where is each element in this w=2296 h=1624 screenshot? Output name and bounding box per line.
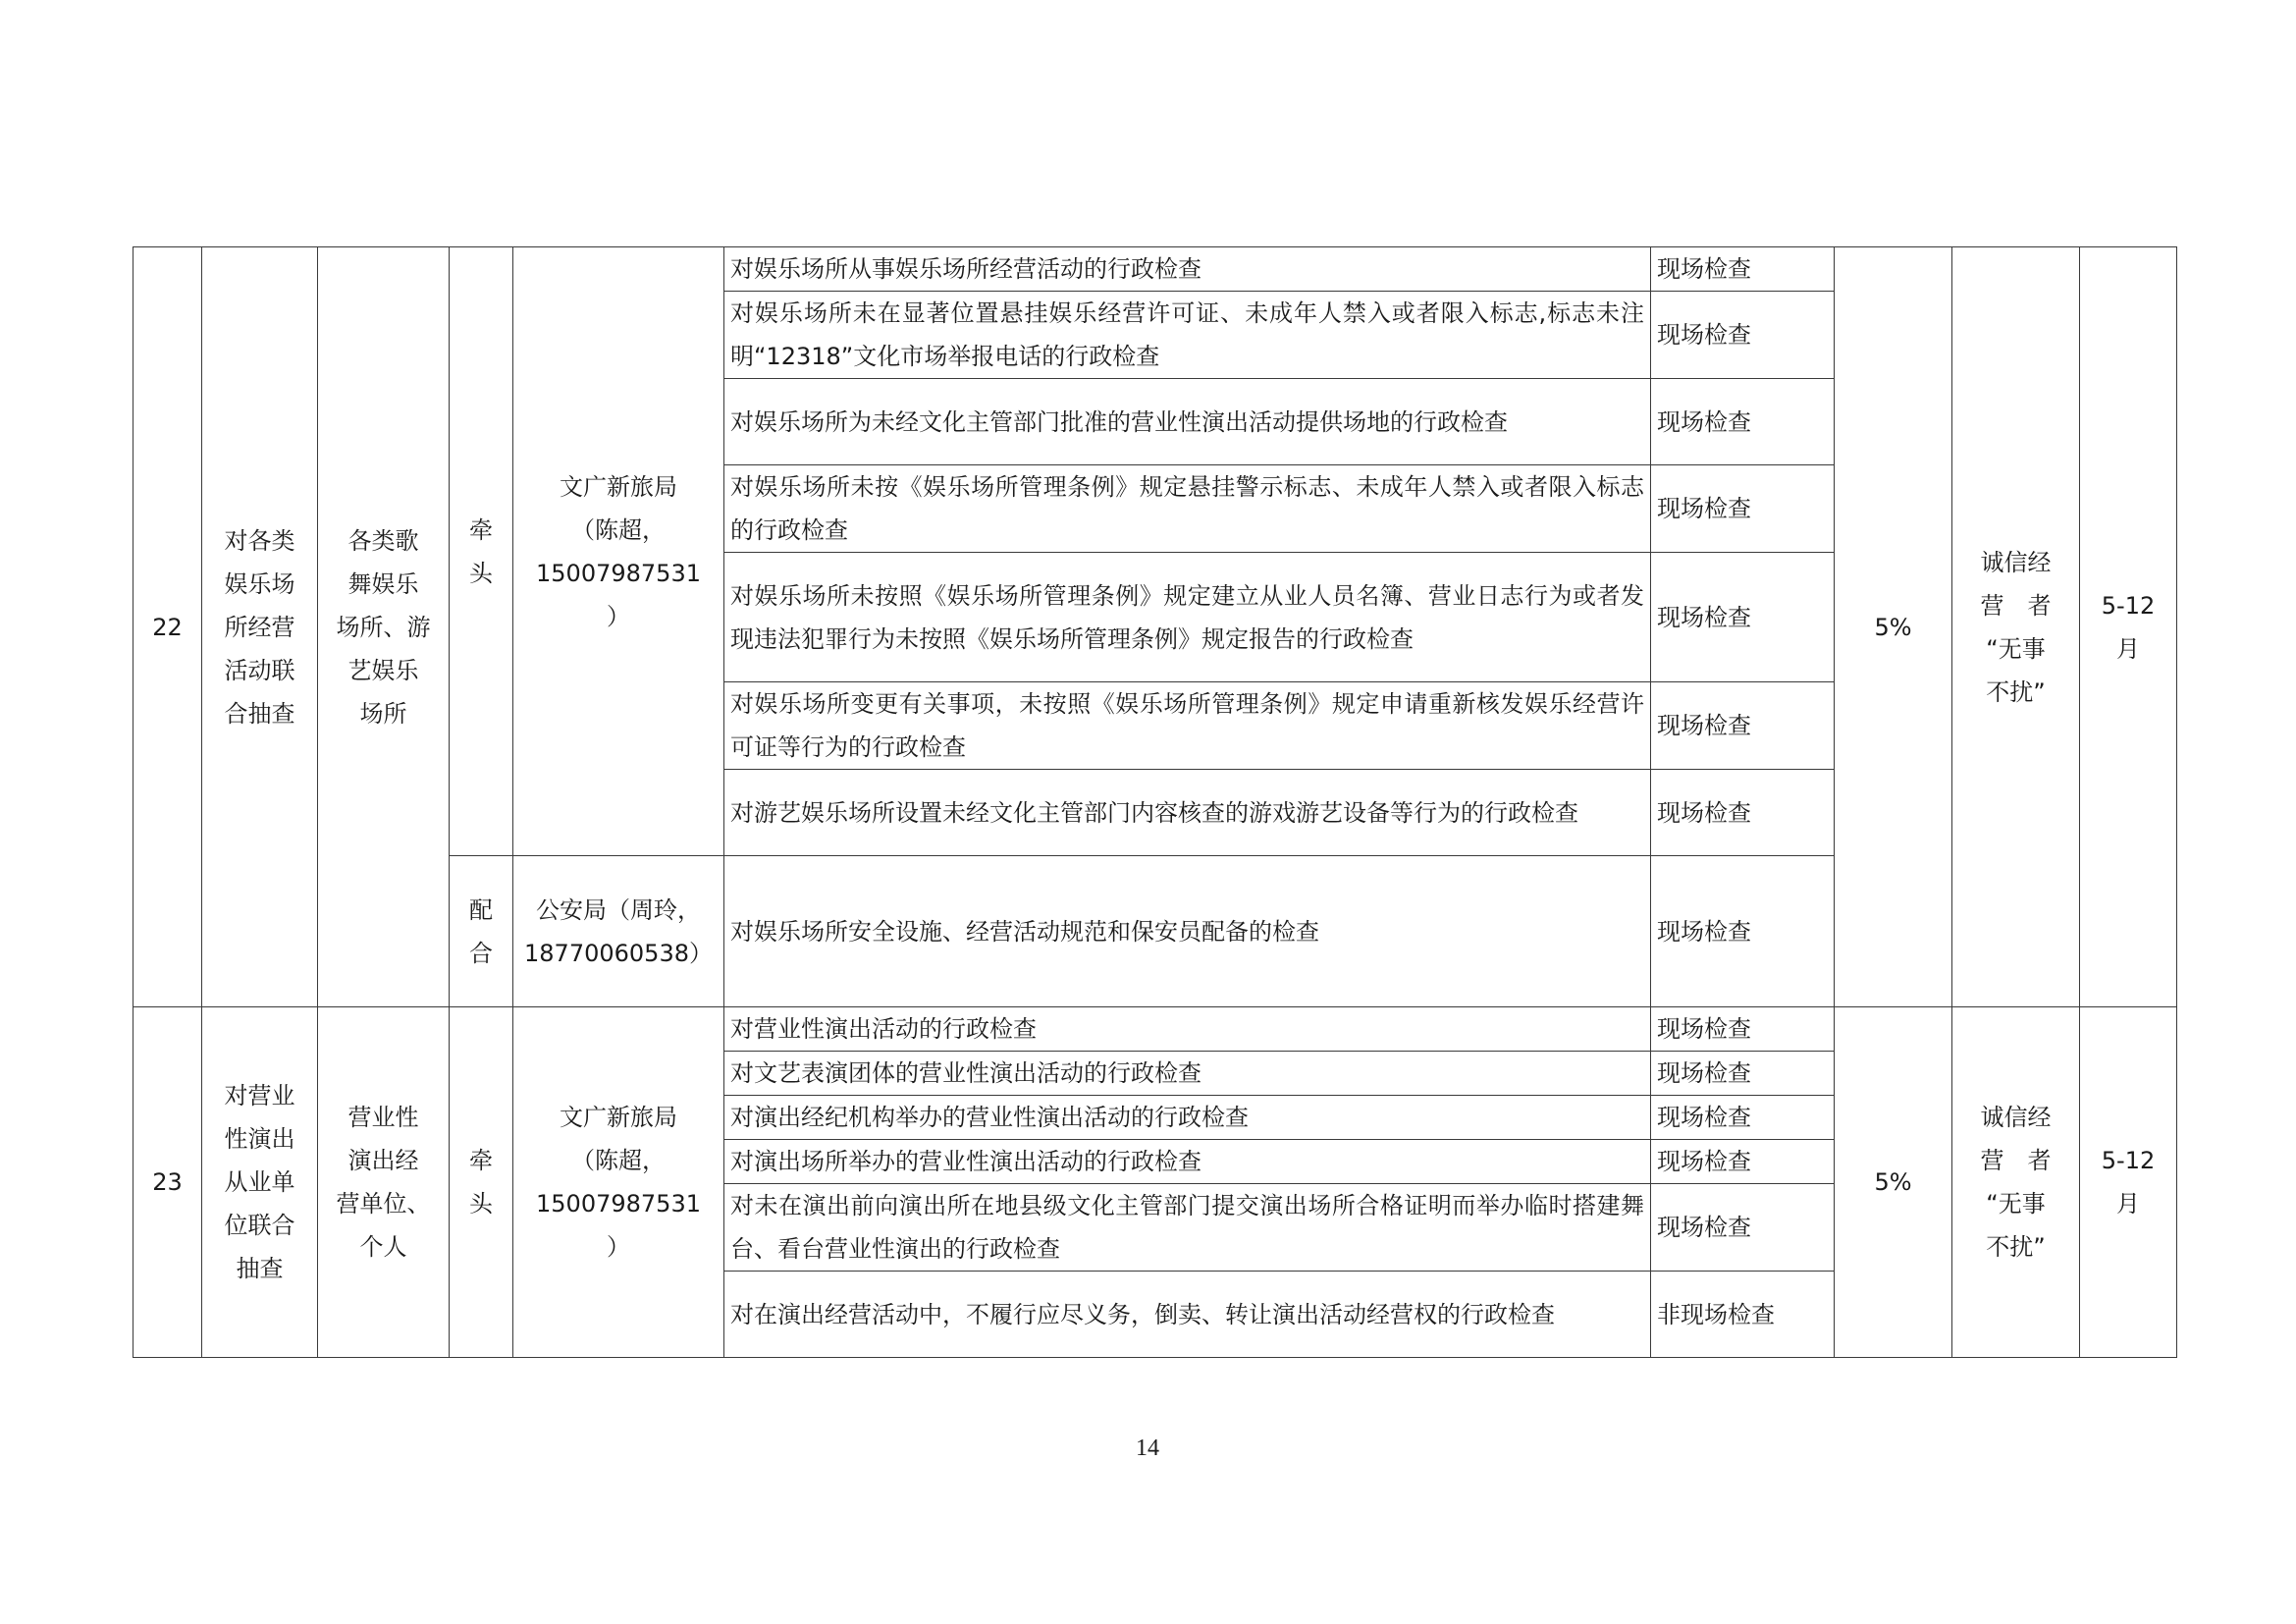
inspection-method: 现场检查 <box>1651 770 1835 856</box>
inspection-item: 对娱乐场所变更有关事项，未按照《娱乐场所管理条例》规定申请重新核发娱乐经营许可证等行为的行政检查 <box>724 682 1651 770</box>
row-number: 22 <box>133 247 202 1007</box>
inspection-item: 对娱乐场所未在显著位置悬挂娱乐经营许可证、未成年人禁入或者限入标志,标志未注明“12318”文化市场举报电话的行政检查 <box>724 292 1651 379</box>
inspection-item: 对未在演出前向演出所在地县级文化主管部门提交演出场所合格证明而举办临时搭建舞台、看台营业性演出的行政检查 <box>724 1184 1651 1272</box>
task-name: 对营业 性演出 从业单 位联合 抽查 <box>202 1007 318 1358</box>
inspection-item: 对娱乐场所未按《娱乐场所管理条例》规定悬挂警示标志、未成年人禁入或者限入标志的行政检查 <box>724 465 1651 553</box>
inspection-item: 对演出场所举办的营业性演出活动的行政检查 <box>724 1140 1651 1184</box>
inspection-item: 对娱乐场所为未经文化主管部门批准的营业性演出活动提供场地的行政检查 <box>724 379 1651 465</box>
credit-note: 诚信经 营 者 “无事 不扰” <box>1952 247 2080 1007</box>
inspection-object: 营业性 演出经 营单位、 个人 <box>318 1007 450 1358</box>
inspection-method: 现场检查 <box>1651 379 1835 465</box>
inspection-table <box>133 246 2177 1358</box>
inspection-method: 现场检查 <box>1651 292 1835 379</box>
inspection-method: 非现场检查 <box>1651 1272 1835 1358</box>
inspection-item: 对娱乐场所安全设施、经营活动规范和保安员配备的检查 <box>724 856 1651 1007</box>
inspection-object: 各类歌 舞娱乐 场所、游 艺娱乐 场所 <box>318 247 450 1007</box>
lead-department: 文广新旅局 （陈超， 15007987531 ） <box>513 247 724 856</box>
inspection-method: 现场检查 <box>1651 1096 1835 1140</box>
inspection-item: 对营业性演出活动的行政检查 <box>724 1007 1651 1052</box>
inspection-method: 现场检查 <box>1651 465 1835 553</box>
inspection-method: 现场检查 <box>1651 856 1835 1007</box>
inspection-item: 对游艺娱乐场所设置未经文化主管部门内容核查的游戏游艺设备等行为的行政检查 <box>724 770 1651 856</box>
lead-role: 牵 头 <box>450 247 513 856</box>
lead-role: 牵 头 <box>450 1007 513 1358</box>
row-number: 23 <box>133 1007 202 1358</box>
assist-role: 配 合 <box>450 856 513 1007</box>
page-number: 14 <box>1136 1435 1159 1461</box>
inspection-item: 对在演出经营活动中，不履行应尽义务，倒卖、转让演出活动经营权的行政检查 <box>724 1272 1651 1358</box>
inspection-method: 现场检查 <box>1651 1184 1835 1272</box>
inspection-item: 对娱乐场所未按照《娱乐场所管理条例》规定建立从业人员名簿、营业日志行为或者发现违法犯罪行为未按照《娱乐场所管理条例》规定报告的行政检查 <box>724 553 1651 682</box>
sampling-ratio: 5% <box>1835 247 1952 1007</box>
sampling-ratio: 5% <box>1835 1007 1952 1358</box>
task-name: 对各类 娱乐场 所经营 活动联 合抽查 <box>202 247 318 1007</box>
inspection-method: 现场检查 <box>1651 1052 1835 1096</box>
time-range: 5-12 月 <box>2080 247 2177 1007</box>
inspection-method: 现场检查 <box>1651 1140 1835 1184</box>
table-row <box>133 247 2177 292</box>
inspection-method: 现场检查 <box>1651 682 1835 770</box>
inspection-item: 对文艺表演团体的营业性演出活动的行政检查 <box>724 1052 1651 1096</box>
credit-note: 诚信经 营 者 “无事 不扰” <box>1952 1007 2080 1358</box>
inspection-method: 现场检查 <box>1651 247 1835 292</box>
assist-department: 公安局（周玲， 18770060538） <box>513 856 724 1007</box>
inspection-item: 对娱乐场所从事娱乐场所经营活动的行政检查 <box>724 247 1651 292</box>
time-range: 5-12 月 <box>2080 1007 2177 1358</box>
inspection-method: 现场检查 <box>1651 1007 1835 1052</box>
inspection-method: 现场检查 <box>1651 553 1835 682</box>
lead-department: 文广新旅局 （陈超， 15007987531 ） <box>513 1007 724 1358</box>
inspection-item: 对演出经纪机构举办的营业性演出活动的行政检查 <box>724 1096 1651 1140</box>
table-row <box>133 1007 2177 1052</box>
